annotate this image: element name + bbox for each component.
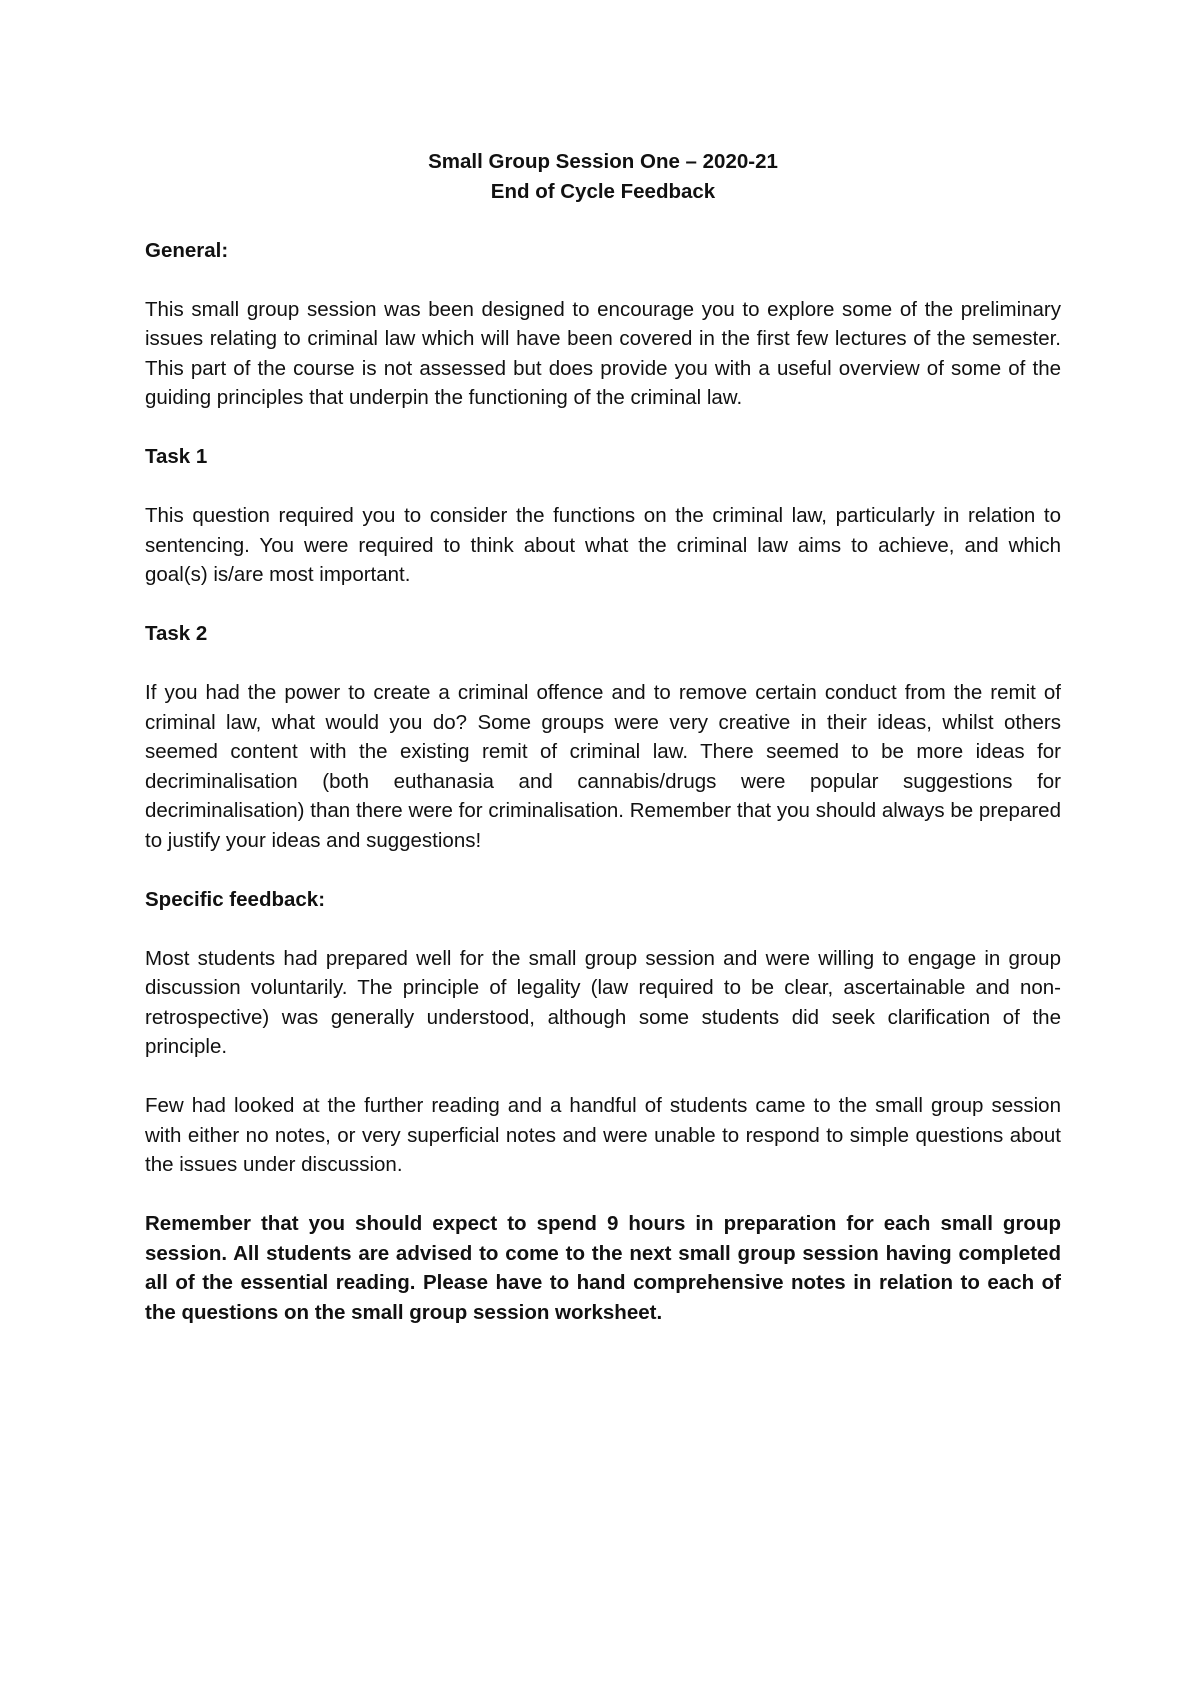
- task2-heading: Task 2: [145, 622, 208, 645]
- document-title: [145, 147, 1061, 206]
- general-paragraph: This small group session was been designed to encourage you to explore some of the preliminary issues relating to criminal law which will have been covered in the first few lectures of the semester. This part of the course is not assessed but does provide you with a useful overview of some of the guiding principles that underpin the functioning of the criminal law.: [145, 297, 1061, 409]
- task1-paragraph: This question required you to consider the functions on the criminal law, particularly in relation to sentencing. You were required to think about what the criminal law aims to achieve, and which goal(s) is/are most important.: [145, 504, 1061, 586]
- title-line-2: End of Cycle Feedback: [490, 179, 716, 203]
- title-line-1: Small Group Session One – 2020-21: [428, 150, 778, 173]
- task2-paragraph: If you had the power to create a criminal offence and to remove certain conduct from the remit of criminal law, what would you do? Some groups were very creative in their ideas, whilst others seemed content with the existing remit of criminal law. There seemed to be more ideas for decriminalisation (both euthanasia and cannabis/drugs were popular suggestions for decriminalisation) than there were for criminalisation. Remember that you should always be prepared to justify your ideas and suggestions!: [145, 681, 1061, 852]
- specific-feedback-heading: Specific feedback:: [145, 887, 326, 911]
- specific-feedback-paragraph-2: Few had looked at the further reading and a handful of students came to the small group session with either no notes, or very superficial notes and were unable to respond to simple questions about the issues under discussion.: [145, 1094, 1061, 1176]
- specific-feedback-paragraph-1: Most students had prepared well for the small group session and were willing to engage in group discussion voluntarily. The principle of legality (law required to be clear, ascertainable and non-retrospective) was generally understood, although some students did seek clarification of the principle.: [145, 946, 1061, 1058]
- general-heading: General:: [145, 238, 229, 262]
- document-body: [145, 147, 1061, 1327]
- specific-feedback-paragraph-3: Remember that you should expect to spend 9 hours in preparation for each small group session. All students are advised to come to the next small group session having completed all of the essential reading. Please have to hand comprehensive notes in relation to each of the questions on the small group session worksheet.: [145, 1212, 1061, 1324]
- task1-heading: Task 1: [145, 445, 208, 468]
